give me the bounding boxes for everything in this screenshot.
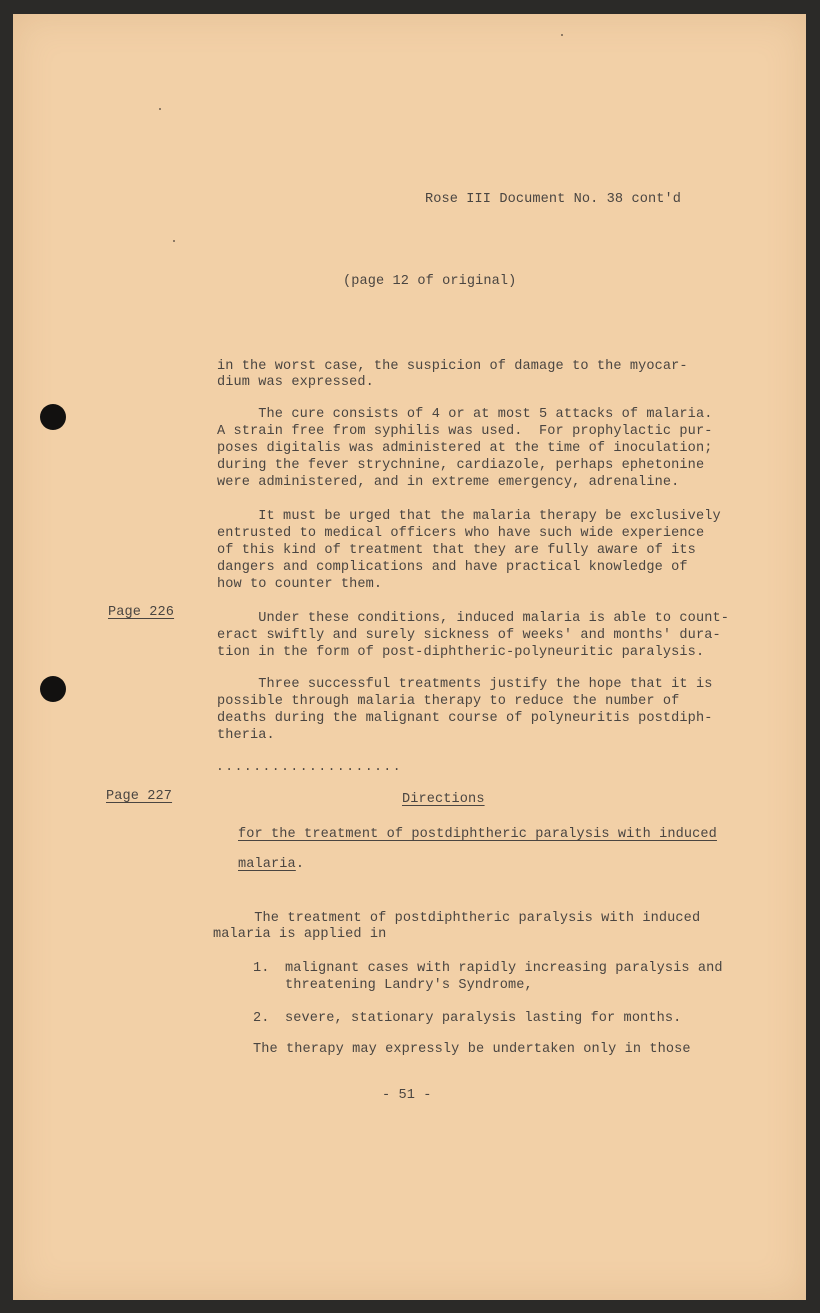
paragraph-2-line-2: A strain free from syphilis was used. For prophylactic pur- xyxy=(217,424,713,439)
list-item-2-number: 2. xyxy=(253,1011,270,1026)
list-item-1-line-2: threatening Landry's Syndrome, xyxy=(285,978,533,993)
directions-subheading-period: . xyxy=(295,857,305,872)
margin-note-page-226: Page 226 xyxy=(108,605,175,620)
punch-hole-bottom xyxy=(40,676,66,702)
list-item-1-line-1: malignant cases with rapidly increasing paralysis and xyxy=(285,961,723,976)
paragraph-5-line-4: theria. xyxy=(217,728,275,743)
paragraph-2-line-3: poses digitalis was administered at the time of inoculation; xyxy=(217,441,713,456)
paragraph-5-line-1: Three successful treatments justify the hope that it is xyxy=(217,677,713,692)
punch-hole-top xyxy=(40,404,66,430)
paragraph-2-line-1: The cure consists of 4 or at most 5 attacks of malaria. xyxy=(217,407,713,422)
directions-subheading-word: malaria xyxy=(238,857,296,872)
directions-heading: Directions xyxy=(402,792,485,807)
paragraph-1-line-2: dium was expressed. xyxy=(217,375,374,390)
list-item-1-number: 1. xyxy=(253,961,270,976)
paragraph-4-line-3: tion in the form of post-diphtheric-polyneuritic paralysis. xyxy=(217,645,705,660)
paragraph-1-line-1: in the worst case, the suspicion of damage to the myocar- xyxy=(217,359,688,374)
paper-speck xyxy=(159,108,161,110)
document-page xyxy=(13,14,806,1300)
paragraph-4-line-1: Under these conditions, induced malaria is able to count- xyxy=(217,611,729,626)
directions-subheading-line-1: for the treatment of postdiphtheric paralysis with induced xyxy=(238,827,717,842)
paragraph-3-line-2: entrusted to medical officers who have such wide experience xyxy=(217,526,705,541)
list-item-2-line-1: severe, stationary paralysis lasting for months. xyxy=(285,1011,682,1026)
paragraph-3-line-4: dangers and complications and have practical knowledge of xyxy=(217,560,688,575)
directions-intro-line-1: The treatment of postdiphtheric paralysis with induced xyxy=(213,911,701,926)
paragraph-2-line-5: were administered, and in extreme emergency, adrenaline. xyxy=(217,475,680,490)
paper-speck xyxy=(561,34,563,36)
paragraph-5-line-2: possible through malaria therapy to reduce the number of xyxy=(217,694,680,709)
margin-note-page-227: Page 227 xyxy=(106,789,173,804)
paper-speck xyxy=(173,240,175,242)
directions-intro-line-2: malaria is applied in xyxy=(213,927,387,942)
page-of-original: (page 12 of original) xyxy=(343,274,517,289)
paragraph-2-line-4: during the fever strychnine, cardiazole, perhaps ephetonine xyxy=(217,458,705,473)
page-number: - 51 - xyxy=(382,1088,432,1103)
section-separator: .................... xyxy=(216,759,403,774)
directions-subheading-line-2 xyxy=(238,856,304,873)
directions-closing-line: The therapy may expressly be undertaken only in those xyxy=(253,1042,691,1057)
paragraph-3-line-3: of this kind of treatment that they are fully aware of its xyxy=(217,543,696,558)
paragraph-3-line-1: It must be urged that the malaria therapy be exclusively xyxy=(217,509,721,524)
paragraph-3-line-5: how to counter them. xyxy=(217,577,383,592)
paragraph-5-line-3: deaths during the malignant course of polyneuritis postdiph- xyxy=(217,711,713,726)
paragraph-4-line-2: eract swiftly and surely sickness of weeks' and months' dura- xyxy=(217,628,721,643)
document-reference: Rose III Document No. 38 cont'd xyxy=(425,192,681,207)
